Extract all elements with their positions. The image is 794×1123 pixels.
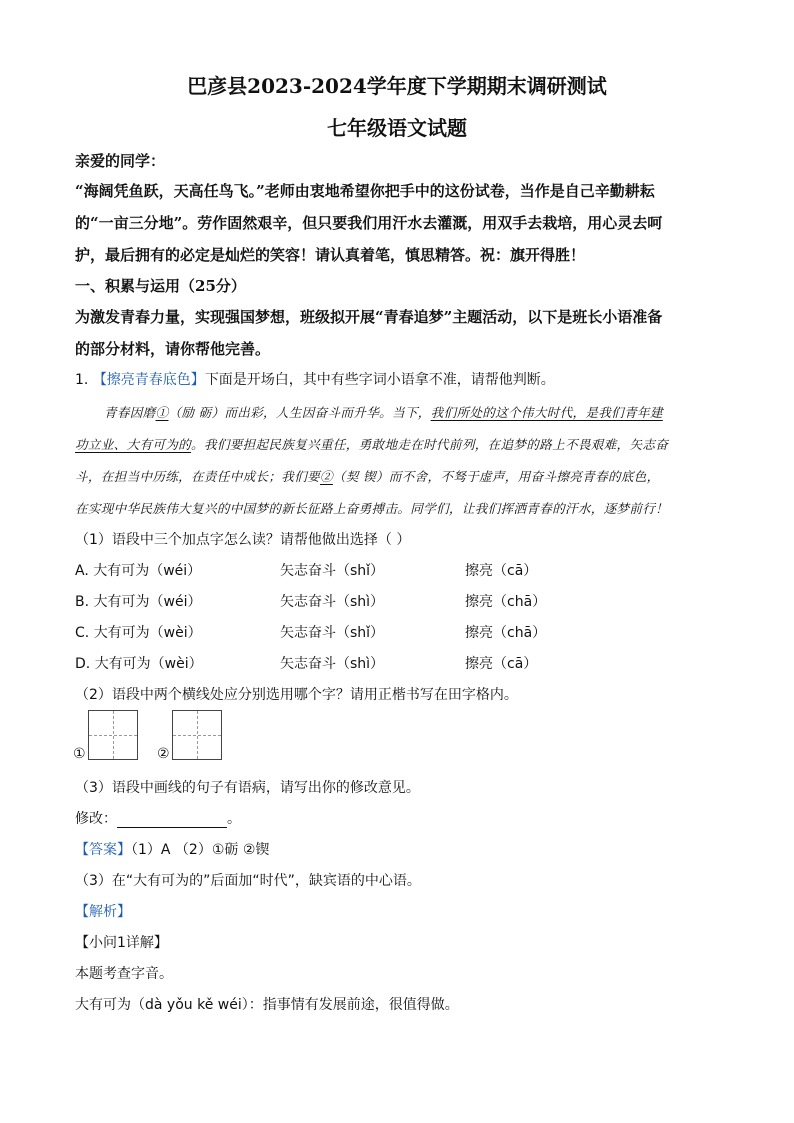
underlined-sentence: 我们所处的这个伟大时代，是我们青年建 [430, 405, 663, 420]
passage-line-4: 在实现中华民族伟大复兴的中国梦的新长征路上奋勇搏击。同学们，让我们挥洒青春的汗水，逐梦前行！ [75, 501, 669, 516]
passage-line-3 [75, 466, 660, 485]
question-1 [75, 369, 555, 389]
passage-text: （契 锲）而不舍，不驽于虚声，用奋斗擦亮青春的底色， [332, 469, 660, 484]
grid-label-2: ② [157, 746, 170, 762]
underlined-sentence: 功立业、大有可为的 [75, 437, 192, 452]
answer-tag: 【答案】 [75, 842, 131, 858]
option-d-col2: 矢志奋斗（shì） [280, 656, 385, 672]
answer-line-1 [75, 839, 269, 859]
option-text: 大有可为（wèi） [93, 625, 202, 641]
modify-label: 修改： [75, 811, 117, 827]
sub-question-1: （1）语段中三个加点字怎么读？请帮他做出选择（ ） [75, 532, 411, 548]
detail-tag: 【小问1详解】 [75, 935, 168, 951]
modify-end: 。 [227, 811, 241, 827]
option-a-col2: 矢志奋斗（shǐ） [280, 563, 385, 579]
section-intro-line-2: 的部分材料，请你帮他完善。 [75, 340, 271, 358]
answer-text: （1）A （2）①砺 ②锲 [131, 842, 270, 858]
modify-line [75, 808, 241, 828]
option-a-col1[interactable] [75, 560, 201, 580]
modify-blank[interactable] [117, 813, 227, 828]
question-text: 下面是开场白，其中有些字词小语拿不准，请帮他判断。 [204, 372, 555, 388]
option-c-col2: 矢志奋斗（shǐ） [280, 625, 385, 641]
analysis-tag: 【解析】 [75, 904, 131, 920]
option-b-col3: 擦亮（chā） [465, 594, 547, 610]
option-a-col3: 擦亮（cā） [465, 563, 538, 579]
passage-text: 斗，在担当中历练，在责任中成长；我们要 [75, 469, 320, 484]
question-number: 1. [75, 372, 89, 388]
answer-line-2: （3）在“大有可为的”后面加“时代”，缺宾语的中心语。 [75, 873, 421, 889]
blank-marker-1: ① [155, 405, 169, 420]
greeting: 亲爱的同学： [75, 152, 166, 170]
option-c-col3: 擦亮（chā） [465, 625, 547, 641]
tianzige-grid-2[interactable] [172, 710, 222, 760]
intro-line-3: 护，最后拥有的必定是灿烂的笑容！请认真着笔，慎思精答。祝：旗开得胜！ [75, 246, 586, 264]
intro-line-1: “海阔凭鱼跃，天高任鸟飞。”老师由衷地希望你把手中的这份试卷，当作是自己辛勤耕耘 [75, 182, 655, 200]
option-label: C. [75, 625, 90, 641]
grid-label-1: ① [73, 746, 86, 762]
option-b-col1[interactable] [75, 591, 201, 611]
passage-line-2 [75, 434, 668, 453]
passage-line-1 [104, 402, 663, 421]
option-d-col3: 擦亮（cā） [465, 656, 538, 672]
section-intro-line-1: 为激发青春力量，实现强国梦想，班级拟开展“青春追梦”主题活动，以下是班长小语准备 [75, 308, 663, 326]
sub-question-2: （2）语段中两个横线处应分别选用哪个字？请用正楷书写在田字格内。 [75, 687, 518, 703]
option-label: D. [75, 656, 91, 672]
option-c-col1[interactable] [75, 622, 202, 642]
passage-text: 青春因磨 [104, 405, 156, 420]
section-heading: 一、积累与运用（25分） [75, 277, 246, 295]
option-text: 大有可为（wèi） [94, 656, 203, 672]
option-d-col1[interactable] [75, 653, 203, 673]
passage-text: （励 砺）而出彩，人生因奋斗而升华。当下， [168, 405, 431, 420]
exam-subtitle: 七年级语文试题 [327, 116, 467, 140]
option-b-col2: 矢志奋斗（shì） [280, 594, 385, 610]
blank-marker-2: ② [319, 469, 333, 484]
option-text: 大有可为（wéi） [93, 594, 202, 610]
exam-title: 巴彦县2023-2024学年度下学期期末调研测试 [187, 74, 607, 98]
option-text: 大有可为（wéi） [93, 563, 202, 579]
passage-text: 。我们要担起民族复兴重任，勇敢地走在时代前列，在追梦的路上不畏艰难，矢志奋 [191, 437, 669, 452]
sub-question-3: （3）语段中画线的句子有语病，请写出你的修改意见。 [75, 780, 420, 796]
question-tag: 【擦亮青春底色】 [92, 372, 205, 388]
option-label: A. [75, 563, 89, 579]
detail-line-1: 本题考查字音。 [75, 966, 173, 982]
option-label: B. [75, 594, 90, 610]
intro-line-2: 的“一亩三分地”。劳作固然艰辛，但只要我们用汗水去灌溉，用双手去栽培，用心灵去呵 [75, 214, 663, 232]
tianzige-grid-1[interactable] [88, 710, 138, 760]
detail-line-2: 大有可为（dà yǒu kě wéi）：指事情有发展前途，很值得做。 [75, 997, 459, 1013]
